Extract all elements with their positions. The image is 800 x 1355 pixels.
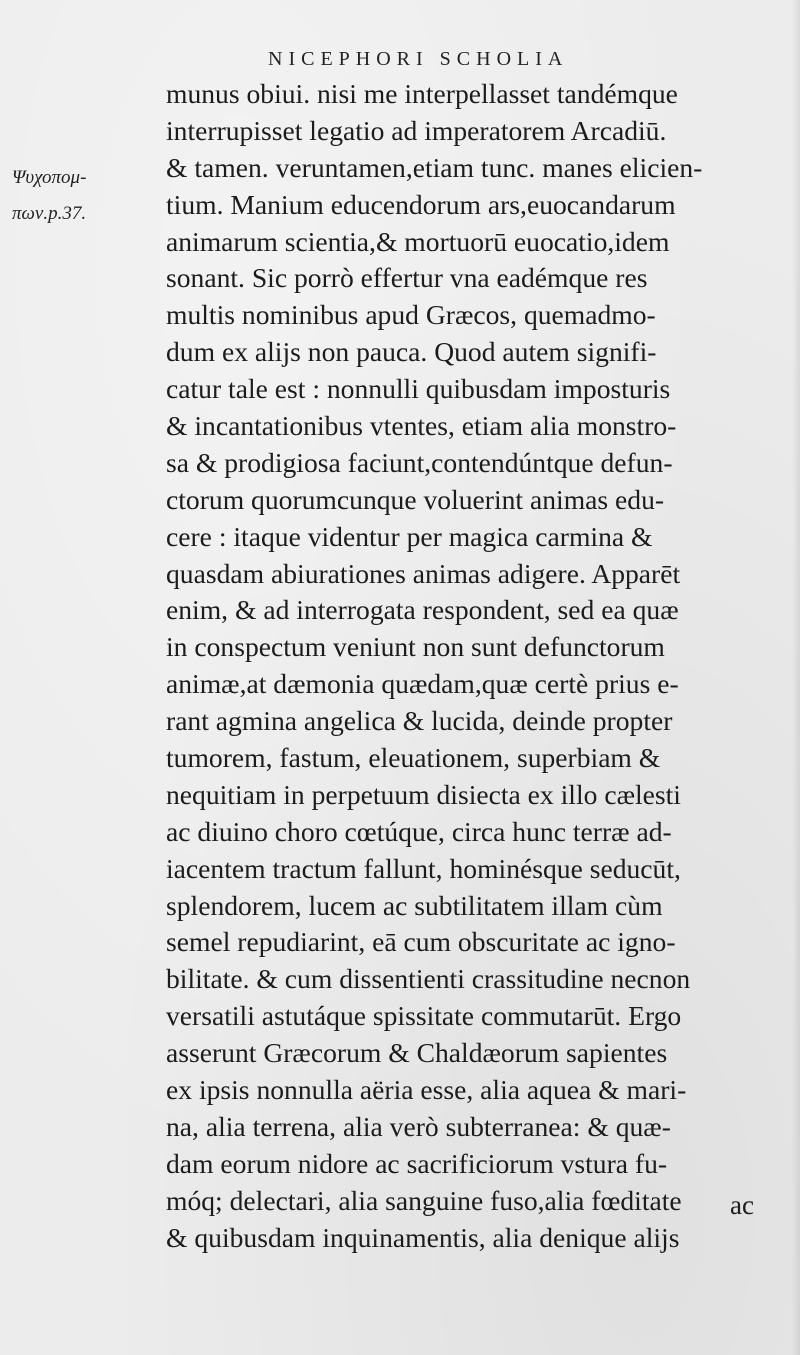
marginal-note (12, 160, 162, 232)
text-line: & quibusdam inquinamentis, alia denique alijs (166, 1221, 680, 1253)
catchword: ac (730, 1190, 754, 1220)
text-line: tium. Manium educendorum ars,euocandarum (166, 188, 676, 220)
text-line: dam eorum nidore ac sacrificiorum vstura fu- (166, 1147, 668, 1179)
text-line: móq; delectari, alia sanguine fuso,alia fœditate (166, 1184, 682, 1216)
text-line: in conspectum veniunt non sunt defunctorum (166, 631, 665, 663)
text-line: dum ex alijs non pauca. Quod autem signifi- (166, 336, 657, 368)
text-line: ctorum quorumcunque voluerint animas edu- (166, 483, 665, 515)
text-line: asserunt Græcorum & Chaldæorum sapientes (166, 1037, 668, 1069)
text-line: iacentem tractum fallunt, hominésque seducūt, (166, 852, 681, 884)
text-line: & incantationibus vtentes, etiam alia monstro- (166, 410, 677, 442)
text-line: quasdam abiurationes animas adigere. Apparēt (166, 557, 681, 589)
text-line: splendorem, lucem ac subtilitatem illam cùm (166, 889, 663, 921)
text-line: tumorem, fastum, eleuationem, superbiam & (166, 742, 661, 774)
text-line: na, alia terrena, alia verò subterranea: & quæ- (166, 1110, 671, 1142)
page-edge-shadow (792, 0, 800, 1355)
running-head: NICEPHORI SCHOLIA (268, 48, 569, 70)
marginal-note-line: Ψυχοπομ- (12, 167, 87, 188)
text-line: interrupisset legatio ad imperatorem Arcadiū. (166, 114, 667, 146)
text-line: cere : itaque videntur per magica carmina & (166, 520, 653, 552)
text-line: sa & prodigiosa faciunt,contendúntque defun- (166, 446, 673, 478)
text-line: munus obiui. nisi me interpellasset tandémque (166, 78, 678, 109)
text-line: nequitiam in perpetuum disiecta ex illo cælesti (166, 778, 681, 810)
text-line: & tamen. veruntamen,etiam tunc. manes elicien- (166, 151, 703, 183)
text-line: rant agmina angelica & lucida, deinde propter (166, 705, 673, 737)
text-line: ex ipsis nonnulla aëria esse, alia aquea & mari- (166, 1074, 687, 1106)
text-line: enim, & ad interrogata respondent, sed ea quæ (166, 594, 679, 626)
text-line: ac diuino choro cœtúque, circa hunc terræ ad- (166, 815, 672, 847)
text-line: animarum scientia,& mortuorū euocatio,idem (166, 225, 670, 257)
text-line: sonant. Sic porrò effertur vna eadémque res (166, 262, 648, 294)
marginal-note-line: πων.p.37. (12, 203, 87, 224)
text-line: multis nominibus apud Græcos, quemadmo- (166, 299, 656, 331)
main-text-block (166, 76, 766, 1257)
text-line: versatili astutáque spissitate commutarūt. Ergo (166, 1000, 682, 1032)
text-line: bilitate. & cum dissentienti crassitudine necnon (166, 963, 691, 995)
text-line: animæ,at dæmonia quædam,quæ certè prius e- (166, 668, 679, 700)
text-line: catur tale est : nonnulli quibusdam imposturis (166, 373, 671, 405)
text-line: semel repudiarint, eā cum obscuritate ac igno- (166, 926, 676, 958)
